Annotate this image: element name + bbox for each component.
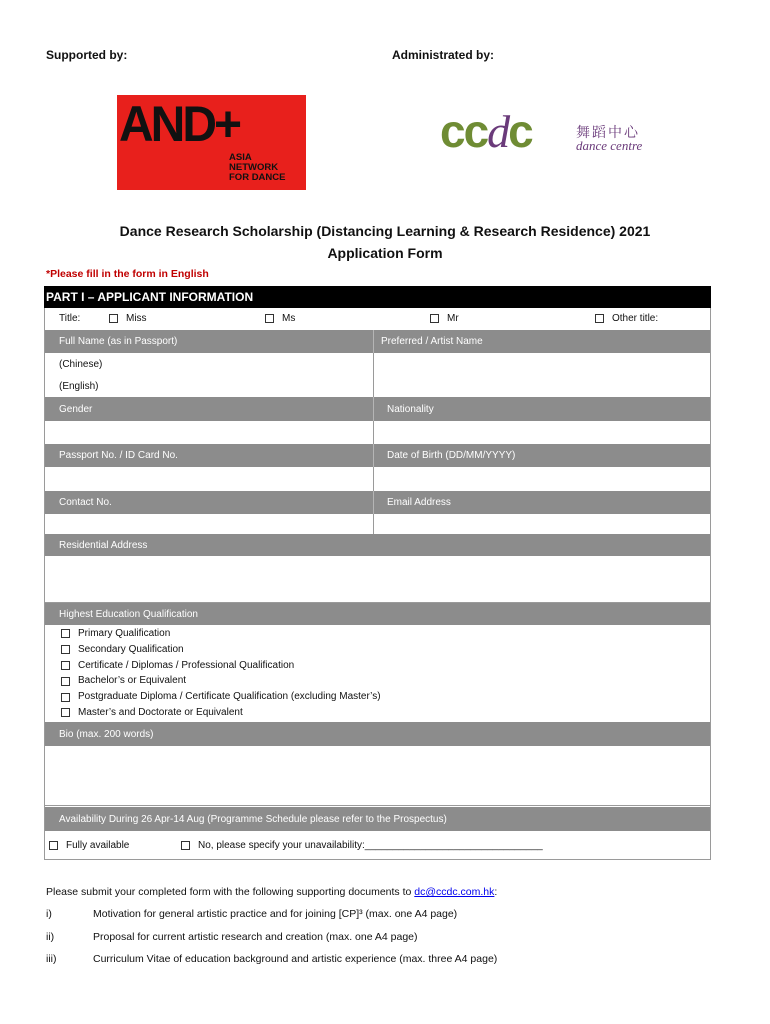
contact-input[interactable] (45, 514, 373, 534)
dob-label: Date of Birth (DD/MM/YYYY) (387, 450, 516, 461)
english-name-row (45, 375, 710, 397)
administrated-by-label: Administrated by: (392, 48, 495, 62)
bio-header-row (45, 722, 710, 746)
checkbox[interactable] (61, 677, 70, 686)
submit-email-link[interactable]: dc@ccdc.com.hk (414, 886, 495, 898)
title-option-ms[interactable]: Ms (251, 308, 295, 329)
dob-input[interactable] (374, 467, 710, 491)
and-logo-text: ASIA NETWORK FOR DANCE (229, 152, 286, 183)
english-note: *Please fill in the form in English (46, 268, 209, 280)
contact-header-row (45, 491, 710, 514)
unavailable-option[interactable]: No, please specify your unavailability:________________________________ (181, 831, 543, 859)
availability-header-row (45, 807, 710, 831)
applicant-form (44, 308, 711, 860)
supported-by-label: Supported by: (46, 48, 128, 62)
chinese-name-row (45, 353, 710, 375)
checkbox[interactable] (595, 314, 604, 323)
ccdc-logo (440, 105, 680, 168)
checkbox[interactable] (61, 661, 70, 670)
checkbox[interactable] (181, 841, 190, 850)
submit-instructions: Please submit your completed form with the following supporting documents to dc@ccdc.com.hk: (46, 886, 498, 898)
education-option[interactable]: Bachelor’s or Equivalent (61, 673, 381, 689)
passport-input[interactable] (45, 467, 373, 491)
checkbox[interactable] (61, 645, 70, 654)
gender-input[interactable] (45, 421, 373, 444)
ccdc-logo-english: dance centre (576, 138, 643, 153)
checkbox[interactable] (49, 841, 58, 850)
availability-options-row (45, 831, 710, 859)
checkbox[interactable] (61, 708, 70, 717)
nationality-label: Nationality (387, 403, 434, 415)
part1-heading: PART I – APPLICANT INFORMATION (44, 286, 711, 308)
education-header-row (45, 603, 710, 625)
checkbox[interactable] (109, 314, 118, 323)
ccdc-logo-chinese: 舞蹈中心 (576, 125, 640, 141)
address-header-row (45, 534, 710, 556)
passport-header-row (45, 444, 710, 467)
education-option[interactable]: Postgraduate Diploma / Certificate Qualification (excluding Master’s) (61, 689, 381, 705)
gender-input-row (45, 421, 710, 444)
checkbox[interactable] (61, 693, 70, 702)
education-option[interactable]: Master’s and Doctorate or Equivalent (61, 705, 381, 721)
preferred-name-label: Preferred / Artist Name (381, 336, 483, 347)
bio-input[interactable] (45, 746, 710, 805)
title-option-mr[interactable]: Mr (416, 308, 459, 329)
chinese-name-field[interactable]: (Chinese) (59, 358, 103, 370)
education-option[interactable]: Certificate / Diplomas / Professional Qualification (61, 658, 381, 674)
checkbox[interactable] (265, 314, 274, 323)
checkbox[interactable] (430, 314, 439, 323)
english-name-field[interactable]: (English) (59, 380, 99, 392)
checkbox[interactable] (61, 629, 70, 638)
passport-label: Passport No. / ID Card No. (59, 450, 178, 461)
gender-label: Gender (59, 403, 93, 415)
education-options (61, 626, 381, 721)
fully-available-option[interactable]: Fully available (45, 831, 129, 859)
education-option[interactable]: Secondary Qualification (61, 642, 381, 658)
availability-label: Availability During 26 Apr-14 Aug (Programme Schedule please refer to the Prospectus) (59, 813, 447, 825)
bio-label: Bio (max. 200 words) (59, 728, 154, 740)
title-row (45, 308, 710, 329)
gender-header-row (45, 397, 710, 421)
and-logo-mark: AND+ (119, 96, 240, 153)
contact-label: Contact No. (59, 497, 112, 508)
name-header-row (45, 330, 710, 353)
education-option[interactable]: Primary Qualification (61, 626, 381, 642)
full-name-label: Full Name (as in Passport) (59, 336, 178, 347)
title-option-miss[interactable]: Miss (95, 308, 147, 329)
address-input[interactable] (45, 556, 710, 602)
email-input[interactable] (374, 514, 710, 534)
form-subtitle: Application Form (327, 245, 443, 261)
nationality-input[interactable] (374, 421, 710, 444)
form-title: Dance Research Scholarship (Distancing Learning & Research Residence) 2021 (119, 223, 651, 239)
title-option-other[interactable]: Other title: (581, 308, 658, 329)
ccdc-logo-mark: ccdc (440, 105, 532, 157)
title-label: Title: (59, 313, 81, 324)
and-logo (117, 95, 306, 190)
contact-input-row (45, 514, 710, 534)
email-label: Email Address (387, 497, 451, 508)
passport-input-row (45, 467, 710, 491)
address-label: Residential Address (59, 539, 148, 551)
education-label: Highest Education Qualification (59, 608, 198, 620)
